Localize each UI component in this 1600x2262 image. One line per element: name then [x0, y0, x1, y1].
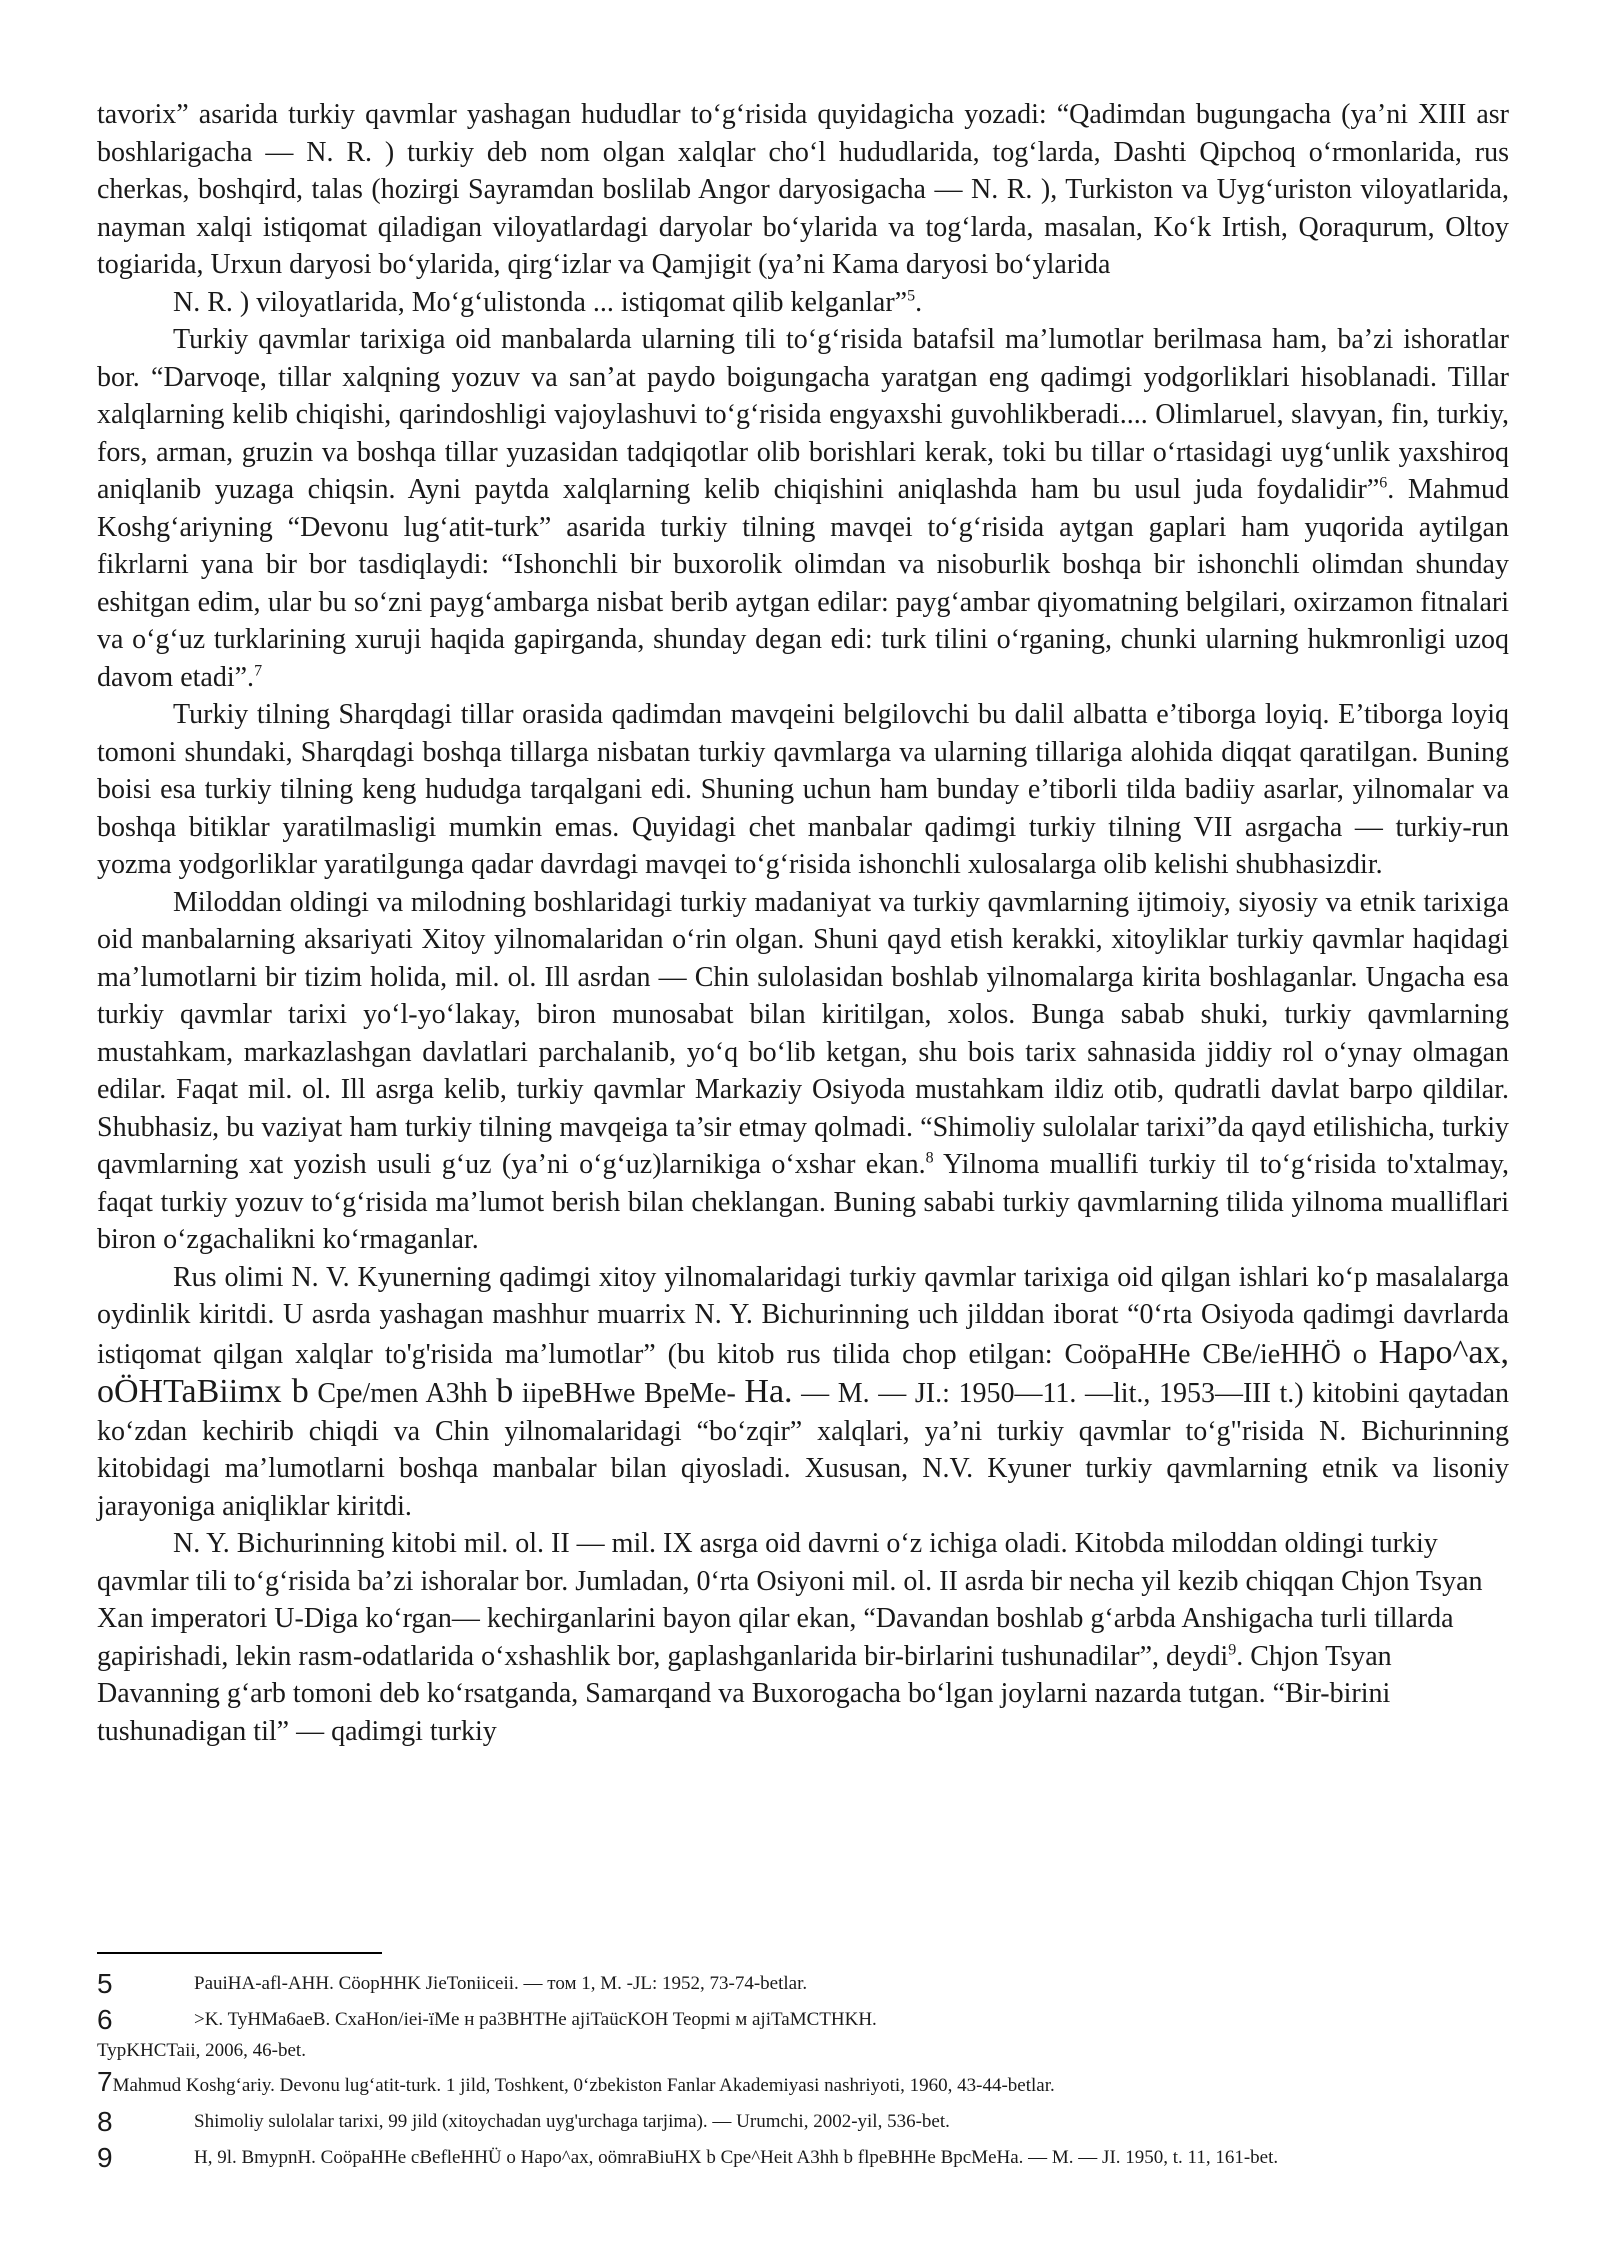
footnote-number: 5	[97, 1968, 113, 1999]
footnote	[97, 2104, 1509, 2140]
footnotes	[97, 1966, 1509, 2176]
paragraph: tavorix” asarida turkiy qavmlar yashagan hududlar to‘g‘risida quyidagicha yozadi: “Qadimdan bugungacha (ya’ni XIII asr boshlarigacha — N. R. ) turkiy deb nom olgan xalqlar cho‘l hududlarida, tog‘larda, Dashti Qipchoq o‘rmonlarida, rus cherkas, boshqird, talas (hozirgi Sayramdan boslilab Angor daryosigacha — N. R. ), Turkiston va Uyg‘uriston viloyatlarida, nayman xalqi istiqomat qiladigan viloyatlardagi daryolar bo‘ylarida va tog‘larda, masalan, Ko‘k Irtish, Qoraqurum, Oltoy togiarida, Urxun daryosi bo‘ylarida, qirg‘izlar va Qamjigit (ya’ni Kama daryosi bo‘ylarida	[97, 99, 1509, 280]
footnote-text-continued: TypKHCTaii, 2006, 46-bet.	[97, 2040, 306, 2061]
footnote-text: H, 9l. BmypnH. CoöpaHHe cBefleHHÜ o Hapo^ax, oömraBiuHX b Cpe^Heit A3hh b flpeBHHe BpcMeHa. — M. — JI. 1950, t. 11, 161-bet.	[194, 2147, 1279, 2168]
paragraph: Turkiy tilning Sharqdagi tillar orasida qadimdan mavqeini belgilovchi bu dalil albatta e’tiborga loyiq. E’tiborga loyiq tomoni shundaki, Sharqdagi boshqa tillarga nisbatan turkiy qavmlarga va ularning tillariga alohida diqqat qaratilgan. Buning boisi esa turkiy tilning keng hududga tarqalgani edi. Shuning uchun ham bunday e’tiborli tilda badiiy asarlar, yilnomalar va boshqa bitiklar yaratilmasligi mumkin emas. Quyidagi chet manbalar qadimgi turkiy tilning VII asrgacha — turkiy-run yozma yodgorliklar yaratilgunga qadar davrdagi mavqei to‘g‘risida ishonchli xulosalarga olib kelishi shubhasizdir.	[97, 699, 1509, 880]
footnote	[97, 2064, 1509, 2104]
footnote-ref: 9	[1228, 1641, 1237, 1659]
footnote-ref: 6	[1379, 474, 1388, 492]
footnote-divider	[97, 1952, 382, 1954]
footnote-number: 6	[97, 2004, 113, 2035]
footnote-text: >K. TyHMa6aeB. CxaHon/iei-ïMe н pa3BHTHe ajiTaücKOH Teopmi м ajiTaMCTHKH.	[194, 2009, 877, 2030]
document-body	[97, 96, 1509, 1750]
footnote	[97, 2140, 1509, 2176]
footnote-text: Mahmud Koshg‘ariy. Devonu lug‘atit-turk. 1 jild, Toshkent, 0‘zbekiston Fanlar Akademiyasi nashriyoti, 1960, 43-44-betlar.	[112, 2075, 1055, 2096]
paragraph: N. R. ) viloyatlarida, Mo‘g‘ulistonda ... istiqomat qilib kelganlar”$^5$.	[173, 286, 923, 318]
footnote-ref: 7	[254, 662, 263, 680]
footnote	[97, 1966, 1509, 2002]
footnote-ref: 8	[925, 1149, 934, 1167]
footnote-text: PauiHA-afl-AHH. CöopHHK JieToniiceii. — том 1, M. -JL: 1952, 73-74-betlar.	[194, 1973, 808, 1994]
footnote	[97, 2002, 1509, 2064]
paragraph: Miloddan oldingi va milodning boshlaridagi turkiy madaniyat va turkiy qavmlarning ijtimoiy, siyosiy va etnik tarixiga oid manbalarning aksariyati Xitoy yilnomalaridan o‘rin olgan. Shuni qayd etish kerakki, xitoyliklar turkiy qavmlar haqidagi ma’lumotlarni bir tizim holida, mil. ol. Ill asrdan — Chin sulolasidan boshlab yilnomalarga kirita boshlaganlar. Ungacha esa turkiy qavmlar tarixi yo‘l-yo‘lakay, biron munosabat bilan kiritilgan, xolos. Bunga sabab shuki, turkiy qavmlarning mustahkam, markazlashgan davlatlari parchalanib, yo‘q bo‘lib ketgan, shu bois tarix sahnasida jiddiy rol o‘ynay olmagan edilar. Faqat mil. ol. Ill asrga kelib, turkiy qavmlar Markaziy Osiyoda mustahkam ildiz otib, qudratli davlat barpo qildilar. Shubhasiz, bu vaziyat ham turkiy tilning mavqeiga ta’sir etmay qolmadi. “Shimoliy sulolalar tarixi”da qayd etilishicha, turkiy qavmlarning xat yozish usuli g‘uz (ya’ni o‘g‘uz)larnikiga o‘xshar ekan.$^8$ Yilnoma muallifi turkiy til to‘g‘risida to'xtalmay, faqat turkiy yozuv to‘g‘risida ma’lumot berish bilan cheklangan. Buning sababi turkiy qavmlarning tilida yilnoma mualliflari biron o‘zgachalikni ko‘rmaganlar.	[97, 886, 1509, 1255]
footnote-number: 8	[97, 2106, 113, 2137]
paragraph: N. Y. Bichurinning kitobi mil. ol. II — mil. IX asrga oid davrni o‘z ichiga oladi. Kitobda miloddan oldingi turkiy qavmlar tili to‘g‘risida ba’zi ishoralar bor. Jumladan, 0‘rta Osiyoni mil. ol. II asrda bir necha yil kezib chiqqan Chjon Tsyan Xan imperatori U-Diga ko‘rgan— kechirganlarini bayon qilar ekan, “Davandan boshlab g‘arbda Anshigacha turli tillarda gapirishadi, lekin rasm-odatlarida o‘xshashlik bor, gaplashganlarida bir-birlarini tushunadilar”, deydi$^9$. Chjon Tsyan Davanning g‘arb tomoni deb ko‘rsatganda, Samarqand va Buxorogacha bo‘lgan joylarni nazarda tutgan. “Bir-birini tushunadigan til” — qadimgi turkiy	[97, 1528, 1483, 1747]
footnote-ref: 5	[907, 287, 916, 305]
footnote-number: 7	[97, 2066, 113, 2097]
footnote-text: Shimoliy sulolalar tarixi, 99 jild (xitoychadan uyg'urchaga tarjima). — Urumchi, 2002-yil, 536-bet.	[194, 2111, 950, 2132]
paragraph: Turkiy qavmlar tarixiga oid manbalarda ularning tili to‘g‘risida batafsil ma’lumotlar berilmasa ham, ba’zi ishoratlar bor. “Darvoqe, tillar xalqning yozuv va san’at paydo boigungacha yaratgan eng qadimgi yodgorliklari hisoblanadi. Tillar xalqlarning kelib chiqishi, qarindoshligi vajoylashuvi to‘g‘risida engyaxshi guvohlikberadi.... Olimlaruel, slavyan, fin, turkiy, fors, arman, gruzin va boshqa tillar yuzasidan tadqiqotlar olib borishlari kerak, toki bu tillar o‘rtasidagi uyg‘unlik yaxshiroq aniqlanib yuzaga chiqsin. Ayni paytda xalqlarning kelib chiqishini aniqlashda ham bu usul juda foydalidir”$^6$. Mahmud Koshg‘ariyning “Devonu lug‘atit-turk” asarida turkiy tilning mavqei to‘g‘risida aytgan gaplari ham yuqorida aytilgan fikrlarni yana bir bor tasdiqlaydi: “Ishonchli bir buxorolik olimdan va nisoburlik boshqa bir ishonchli olimdan shunday eshitgan edim, ular bu so‘zni payg‘ambarga nisbat berib aytgan edilar: payg‘ambar qiyomatning belgilari, oxirzamon fitnalari va o‘g‘uz turklarining xuruji haqida gapirganda, shunday degan edi: turk tilini o‘rganing, chunki ularning hukmronligi uzoq davom etadi”.$^7$	[97, 324, 1509, 693]
paragraph: Rus olimi N. V. Kyunerning qadimgi xitoy yilnomalaridagi turkiy qavmlar tarixiga oid qilgan ishlari ko‘p masalalarga oydinlik kiritdi. U asrda yashagan mashhur muarrix N. Y. Bichurinning uch jilddan iborat “0‘rta Osiyoda qadimgi davrlarda istiqomat qilgan xalqlar to'g'risida ma’lumotlar” (bu kitob rus tilida chop etilgan: CoöpaHHe CBe/ieHHÖ o Hapo^ax, oÖHTaBiimx b Cpe/men A3hh b iipeBHwe BpeMe- Ha. — M. — JI.: 1950—11. —lit., 1953—III t.) kitobini qaytadan ko‘zdan kechirib chiqdi va Chin yilnomalaridagi “bo‘zqir” xalqlari, ya’ni turkiy qavmlar to‘g"risida N. Bichurinning kitobidagi ma’lumotlarni boshqa manbalar bilan qiyosladi. Xususan, N.V. Kyuner turkiy qavmlarning etnik va lisoniy jarayoniga aniqliklar kiritdi.	[97, 1261, 1510, 1522]
footnote-number: 9	[97, 2142, 113, 2173]
